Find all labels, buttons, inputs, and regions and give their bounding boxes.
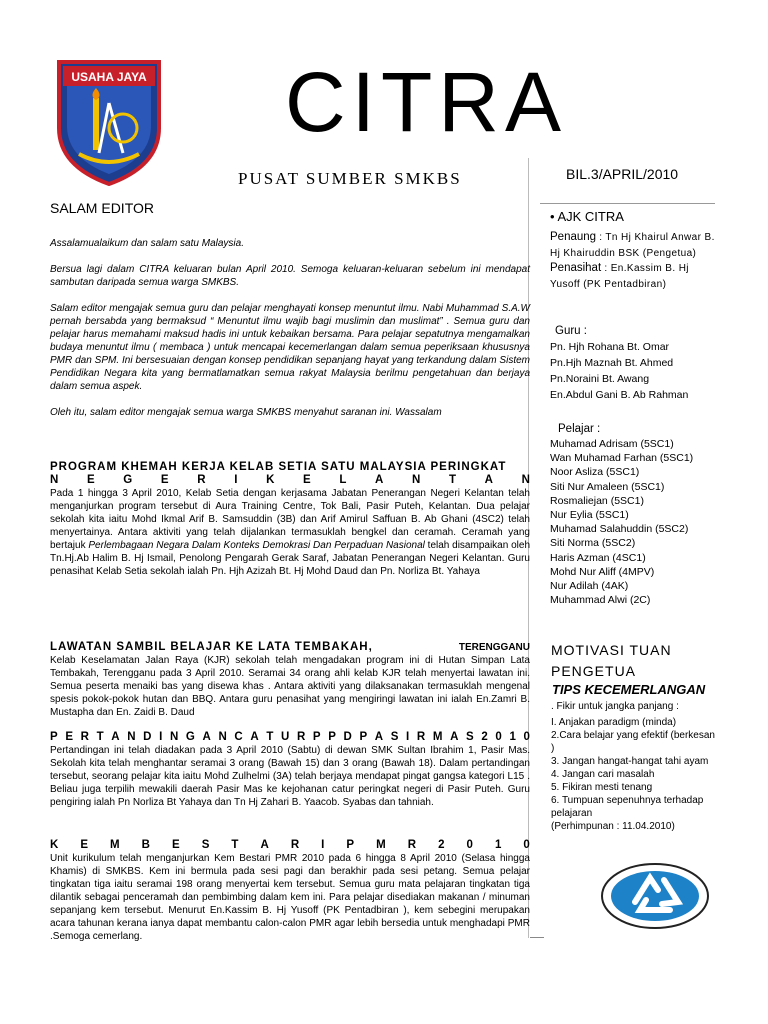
editor-paragraph: Salam editor mengajak semua guru dan pelajar menghayati konsep menuntut ilmu. Nabi Muhammad S.A.W pernah bersabda yang bermaksud “ Menuntut ilmu wajib bagi muslimin dan muslimat” . Semua guru dan pelajar harus memahami maksud hadis ini untuk kebaikan bersama. Para pelajar sepatutnya mengamalkan budaya menuntut ilmu ( membaca ) untuk mencapai kecemerlangan dalam semua peperiksaan khususnya PMR dan SPM. Ini bersesuaian dengan konsep pendidikan sepanjang hayat yang terkandung dalam Sistem Pendidikan Negara kita yang bermatlamatkan semua rakyat Malaysia berilmu pengetahuan dan berjaya dalam semua aspek. bbox=[50, 303, 530, 392]
heading-letter: P bbox=[346, 839, 355, 851]
heading-letter: 1 bbox=[494, 839, 502, 851]
heading-letter: 1 bbox=[509, 731, 516, 743]
penaung-entry bbox=[550, 230, 720, 261]
heading-letter: E bbox=[172, 839, 180, 851]
motivasi-item: I. Anjakan paradigm (minda) bbox=[551, 717, 677, 728]
article-text: telah disampaikan oleh Tn.Hj.Ab Halim B. Hj Ismail, Penolong Pengarah Gerak Saraf, Jabatan Penerangan Negeri Kelantan. Guru penasihat Kelab Setia sekolah ialah Pn. Hjh Azizah Bt. Hj Mohd Daud dan Pn. Norliza Bt. Yahaya bbox=[50, 540, 531, 577]
heading-letter: R bbox=[290, 839, 300, 851]
newsletter-title: CITRA bbox=[285, 55, 567, 149]
heading-letter: E bbox=[160, 474, 169, 486]
issue-number: BIL.3/APRIL/2010 bbox=[566, 166, 679, 182]
heading-letter: 0 bbox=[495, 731, 502, 743]
heading-letter: M bbox=[110, 839, 120, 851]
article-heading: PROGRAM KHEMAH KERJA KELAB SETIA SATU MALAYSIA PERINGKAT bbox=[50, 461, 507, 473]
heading-letter: N bbox=[169, 731, 179, 743]
motivasi-list bbox=[551, 700, 716, 833]
article-body bbox=[50, 487, 530, 578]
heading-letter: I bbox=[234, 474, 238, 486]
ajk-heading: • AJK CITRA bbox=[550, 209, 624, 224]
heading-letter: E bbox=[80, 839, 89, 851]
sidebar-rule bbox=[540, 203, 715, 204]
article-body: Unit kurikulum telah menganjurkan Kem Bestari PMR 2010 pada 6 hingga 8 April 2010 (Selasa hingga Khamis) di SMKBS. Kem ini bermula pada sesi pagi dan berakhir pada sesi petang. Semua pelajar tingkatan tiga iaitu seramai 198 orang menyertai kem tersebut. Semua guru mata pelajaran tingkatan tiga dilantik sebagai penceramah dan pembimbing dalam kem ini. Para pelajar disediakan makanan / minuman sepanjang kem tersebut. Menurut En.Kassim B. Hj Yusoff (PK Pentadbiran ), kem sebegini merupakan acara tahunan kerana ianya dapat membantu calon-calon PMR agar lebih bersedia untuk menghadapi PMR .Semoga cemerlang. bbox=[50, 853, 530, 942]
motivasi-item: 2.Cara belajar yang efektif (berkesan ) bbox=[551, 730, 715, 754]
motivasi-intro: . Fikir untuk jangka panjang : bbox=[551, 701, 679, 712]
heading-letter: E bbox=[65, 731, 73, 743]
editor-body bbox=[50, 237, 530, 432]
heading-letter: S bbox=[390, 731, 399, 743]
heading-letter: E bbox=[86, 474, 95, 486]
article-heading-main: LAWATAN SAMBIL BELAJAR KE LATA TEMBAKAH, bbox=[50, 641, 373, 653]
heading-letter: I bbox=[159, 731, 163, 743]
editor-heading: SALAM EDITOR bbox=[50, 200, 154, 216]
pelajar-item: Siti Norma (5SC2) bbox=[550, 537, 636, 550]
heading-letter: 0 bbox=[466, 839, 473, 851]
heading-letter: G bbox=[185, 731, 195, 743]
heading-letter: M bbox=[432, 731, 443, 743]
editor-paragraph: Bersua lagi dalam CITRA keluaran bulan April 2010. Semoga keluaran-keluaran sebelum ini mendapat sambutan daripada semua warga SMKBS. bbox=[50, 264, 530, 288]
ajk-patrons bbox=[550, 230, 720, 292]
heading-letter: A bbox=[260, 839, 269, 851]
heading-letter: 0 bbox=[523, 839, 530, 851]
guru-item: Pn.Noraini Bt. Awang bbox=[550, 373, 650, 385]
heading-letter: I bbox=[406, 731, 410, 743]
motivasi-heading: MOTIVASI TUAN PENGETUA bbox=[551, 642, 672, 679]
penaung-value: : Tn Hj Khairul Anwar B. Hj Khairuddin BSK (Pengetua) bbox=[550, 232, 715, 259]
pelajar-item: Muhammad Alwi (2C) bbox=[550, 594, 651, 607]
penasihat-value: : En.Kassim B. Hj Yusoff (PK Pentadbiran) bbox=[550, 263, 689, 290]
guru-item: Pn. Hjh Rohana Bt. Omar bbox=[550, 341, 670, 353]
heading-letter: A bbox=[111, 731, 120, 743]
heading-letter: N bbox=[127, 731, 136, 743]
pelajar-item: Muhamad Salahuddin (5SC2) bbox=[550, 523, 689, 536]
heading-letter: S bbox=[466, 731, 474, 743]
heading-letter: M bbox=[376, 839, 386, 851]
heading-letter: R bbox=[296, 731, 306, 743]
motivasi-item: 4. Jangan cari masalah bbox=[551, 769, 655, 780]
penaung-label: Penaung bbox=[550, 231, 597, 243]
editor-paragraph: Oleh itu, salam editor mengajak semua warga SMKBS menyahut saranan ini. Wassalam bbox=[50, 407, 442, 418]
heading-letter: C bbox=[234, 731, 243, 743]
heading-letter: R bbox=[80, 731, 89, 743]
heading-letter: A bbox=[250, 731, 259, 743]
heading-letter: S bbox=[201, 839, 210, 851]
article-lawatan bbox=[50, 641, 530, 719]
heading-letter: N bbox=[521, 474, 530, 486]
pelajar-item: Rosmaliejan (5SC1) bbox=[550, 494, 644, 507]
heading-letter: B bbox=[141, 839, 150, 851]
pelajar-item: Mohd Nur Aliff (4MPV) bbox=[550, 565, 655, 578]
motivasi-item: 6. Tumpuan sepenuhnya terhadap pelajaran bbox=[551, 795, 704, 819]
article-heading bbox=[50, 641, 530, 654]
pelajar-item: Siti Nur Amaleen (5SC1) bbox=[550, 480, 665, 493]
heading-letter: T bbox=[448, 474, 457, 486]
recycle-icon bbox=[600, 862, 710, 930]
heading-letter: D bbox=[343, 731, 352, 743]
heading-letter: 0 bbox=[523, 731, 530, 743]
heading-letter: N bbox=[412, 474, 421, 486]
heading-letter: R bbox=[416, 731, 426, 743]
article-heading-small: TERENGGANU bbox=[458, 642, 530, 653]
heading-letter: K bbox=[266, 474, 275, 486]
heading-letter: T bbox=[266, 731, 274, 743]
pelajar-item: Wan Muhamad Farhan (5SC1) bbox=[550, 452, 694, 465]
heading-letter: 2 bbox=[438, 839, 445, 851]
heading-letter: R bbox=[197, 474, 206, 486]
article-text-italic: Perlembagaan Negara Dalam Konteks Demokrasi Dan Perpaduan Nasional bbox=[88, 540, 425, 551]
tips-heading: TIPS KECEMERLANGAN bbox=[552, 682, 706, 697]
heading-letter: P bbox=[312, 731, 321, 743]
heading-letter: D bbox=[143, 731, 152, 743]
heading-letter: N bbox=[218, 731, 227, 743]
newsletter-subtitle: PUSAT SUMBER SMKBS bbox=[238, 169, 462, 188]
pelajar-item: Nur Adilah (4AK) bbox=[550, 580, 629, 593]
heading-letter: T bbox=[231, 839, 239, 851]
motivasi-item: 3. Jangan hangat-hangat tahi ayam bbox=[551, 756, 709, 767]
pelajar-list bbox=[550, 437, 720, 607]
editor-paragraph: Assalamualaikum dan salam satu Malaysia. bbox=[50, 238, 244, 249]
heading-letter: P bbox=[328, 731, 336, 743]
article-text: Pada 1 hingga 3 April 2010, Kelab Setia dengan kerjasama Jabatan Penerangan Negeri Kelantan telah menganjurkan program tersebut di Aura Training Centre, Tok Bali, Pasir Puteh, Kelantan. Dua pelajar sekolah kita iaitu Mohd Ikmal Arif B. Samsuddin (3B) dan Arif Amirul Saffuan B. Ab Ghani (4SC2) telah menyertainya. Antara aktiviti yang telah dijalankan termasuklah bengkel dan ceramah. Ceramah yang bertajuk bbox=[50, 488, 530, 551]
guru-item: Pn.Hjh Maznah Bt. Ahmed bbox=[550, 357, 674, 369]
article-kem-bestari bbox=[50, 839, 530, 943]
heading-letter: A bbox=[374, 731, 384, 743]
pelajar-item: Noor Asliza (5SC1) bbox=[550, 466, 640, 479]
heading-letter: 2 bbox=[481, 731, 488, 743]
guru-list bbox=[550, 339, 720, 403]
motivasi-item: (Perhimpunan : 11.04.2010) bbox=[551, 821, 675, 832]
heading-letter: I bbox=[321, 839, 325, 851]
footer-rule bbox=[530, 937, 544, 938]
pelajar-item: Haris Azman (4SC1) bbox=[550, 551, 646, 564]
heading-letter: A bbox=[202, 731, 211, 743]
heading-letter: G bbox=[123, 474, 133, 486]
heading-letter: N bbox=[50, 474, 59, 486]
article-khemah bbox=[50, 461, 530, 578]
heading-letter: K bbox=[50, 839, 59, 851]
article-heading-spread bbox=[50, 731, 530, 744]
article-catur bbox=[50, 731, 530, 809]
article-body: Pertandingan ini telah diadakan pada 3 April 2010 (Sabtu) di dewan SMK Sultan Ibrahim 1, Pasir Mas. Sekolah kita telah menghantar seramai 3 orang (Bawah 15) dan 3 orang (Bawah 18). Dalam pertandingan tersebut, seorang pelajar kita iaitu Mohd Zulhelmi (3A) telah berjaya mendapat pingat gangsa kategori L15 . Beliau juga terpilih mewakili daerah Pasir Mas ke kejohanan catur peringkat negeri di Pasir Puteh. Guru pengiring ialah Pn Norliza Bt Yahaya dan Tn Hj Zahari B. Yaacob. Syabas dan tahniah. bbox=[50, 745, 530, 808]
heading-letter: A bbox=[484, 474, 493, 486]
heading-letter: U bbox=[280, 731, 290, 743]
pelajar-heading: Pelajar : bbox=[558, 423, 601, 435]
heading-letter: A bbox=[375, 474, 384, 486]
penasihat-label: Penasihat bbox=[550, 262, 602, 274]
heading-letter: P bbox=[50, 731, 58, 743]
heading-letter: R bbox=[407, 839, 417, 851]
penasihat-entry bbox=[550, 261, 720, 292]
pelajar-item: Muhamad Adrisam (5SC1) bbox=[550, 438, 674, 450]
heading-letter: L bbox=[339, 474, 347, 486]
guru-heading: Guru : bbox=[555, 325, 587, 337]
school-logo bbox=[53, 58, 165, 186]
heading-letter: E bbox=[303, 474, 311, 486]
heading-letter: A bbox=[450, 731, 459, 743]
article-body: Kelab Keselamatan Jalan Raya (KJR) sekolah telah mengadakan program ini di Hutan Simpan Lata Tembakah, Terengganu pada 3 April 2010. Seramai 34 orang ahli kelab KJR telah menyertai lawatan ini. Semua peserta menaiki bas yang disewa khas . Antara aktiviti yang dilaksanakan termasuklah mengenal spesis pokok-pokok hutan dan BBQ. Antara guru penasihat yang mengiringi lawatan ini ialah En.Zamri B. Mustapha dan En. Zaidi B. Daud bbox=[50, 655, 530, 718]
logo-text: USAHA JAYA bbox=[71, 70, 147, 84]
article-heading-spread bbox=[50, 839, 530, 852]
pelajar-item: Nur Eylia (5SC1) bbox=[550, 509, 629, 522]
guru-item: En.Abdul Gani B. Ab Rahman bbox=[550, 389, 689, 401]
motivasi-item: 5. Fikiran mesti tenang bbox=[551, 782, 653, 793]
article-heading-spread bbox=[50, 474, 530, 487]
heading-letter: P bbox=[359, 731, 368, 743]
heading-letter: T bbox=[96, 731, 104, 743]
